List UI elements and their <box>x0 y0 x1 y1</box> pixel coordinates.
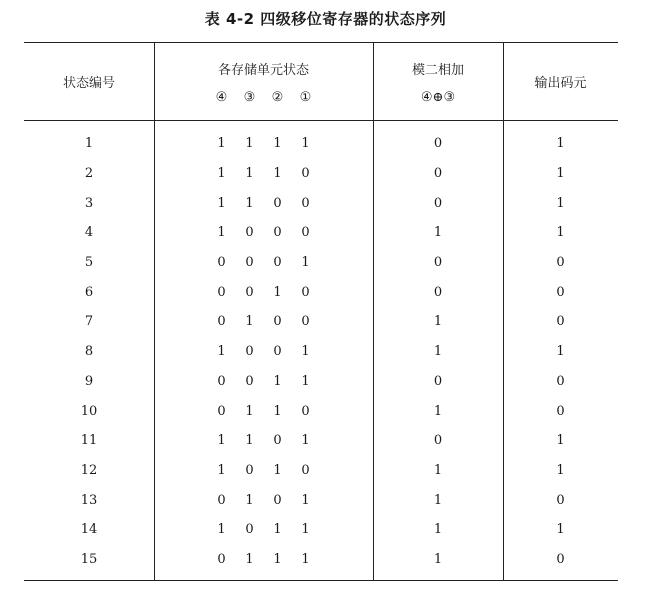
state-bits <box>214 374 314 389</box>
table-row <box>24 485 618 515</box>
cell-output: 1 <box>556 433 565 449</box>
state-bits <box>214 344 314 359</box>
cell-state-no: 7 <box>84 314 94 330</box>
state-bit: 0 <box>217 255 226 271</box>
state-bits <box>214 285 314 300</box>
header-state-positions <box>214 90 314 105</box>
state-bit: 0 <box>245 344 254 360</box>
cell-states <box>154 515 373 545</box>
cell-mod2: 1 <box>433 314 443 330</box>
cell-mod2: 1 <box>433 492 443 508</box>
table-row <box>24 248 618 278</box>
state-bit: 1 <box>301 255 310 271</box>
state-bits <box>214 552 314 567</box>
state-bit: 1 <box>301 344 310 360</box>
table-row <box>24 515 618 545</box>
header-mod2-label: 模二相加 <box>411 62 464 78</box>
cell-output: 1 <box>556 166 565 182</box>
state-bit: 0 <box>245 522 254 538</box>
state-bit: 1 <box>217 344 226 360</box>
cell-mod2: 1 <box>433 344 443 360</box>
cell-mod2: 1 <box>433 522 443 538</box>
state-bit: 1 <box>273 551 282 567</box>
cell-output: 1 <box>556 344 565 360</box>
cell-output: 0 <box>556 314 565 330</box>
cell-state-no: 1 <box>84 136 94 152</box>
cell-states <box>154 485 373 515</box>
table-row <box>24 129 618 159</box>
cell-states <box>154 337 373 367</box>
state-bit: 1 <box>273 462 282 478</box>
cell-states <box>154 218 373 248</box>
state-bit: 1 <box>301 522 310 538</box>
state-bit: 1 <box>245 195 254 211</box>
cell-mod2: 1 <box>433 403 443 419</box>
state-bit: 1 <box>245 433 254 449</box>
table-row <box>24 159 618 189</box>
state-bit: 1 <box>301 373 310 389</box>
table-row <box>24 426 618 456</box>
position-2: ② <box>271 89 284 105</box>
position-1: ① <box>299 89 312 105</box>
state-bit: 0 <box>273 195 282 211</box>
cell-states <box>154 129 373 159</box>
cell-output: 1 <box>556 522 565 538</box>
position-4: ④ <box>215 89 228 105</box>
cell-states <box>154 456 373 486</box>
state-bit: 1 <box>301 136 310 152</box>
header-state-no: 状态编号 <box>62 76 115 91</box>
cell-state-no: 6 <box>84 284 94 300</box>
state-bit: 0 <box>301 314 310 330</box>
cell-mod2: 1 <box>433 462 443 478</box>
cell-state-no: 14 <box>80 522 98 538</box>
cell-state-no: 4 <box>84 225 94 241</box>
cell-state-no: 13 <box>80 492 98 508</box>
state-bit: 0 <box>273 314 282 330</box>
cell-state-no: 3 <box>84 195 94 211</box>
state-bit: 1 <box>273 403 282 419</box>
state-bit: 0 <box>245 284 254 300</box>
state-bit: 1 <box>217 433 226 449</box>
state-bits <box>214 493 314 508</box>
state-bits <box>214 255 314 270</box>
cell-output: 0 <box>556 284 565 300</box>
state-bit: 1 <box>217 136 226 152</box>
state-bit: 0 <box>245 255 254 271</box>
state-bits <box>214 463 314 478</box>
cell-mod2: 0 <box>433 136 443 152</box>
cell-states <box>154 396 373 426</box>
table-title: 表 4-2 四级移位寄存器的状态序列 <box>204 10 447 28</box>
state-bit: 0 <box>217 373 226 389</box>
state-bit: 1 <box>273 284 282 300</box>
cell-output: 0 <box>556 373 565 389</box>
state-bit: 0 <box>245 225 254 241</box>
header-states <box>154 43 373 120</box>
column-divider <box>503 43 504 580</box>
state-bits <box>214 433 314 448</box>
state-bit: 0 <box>245 373 254 389</box>
state-bit: 1 <box>245 403 254 419</box>
cell-states <box>154 159 373 189</box>
cell-output: 1 <box>556 195 565 211</box>
state-bit: 0 <box>217 284 226 300</box>
state-bit: 0 <box>301 225 310 241</box>
state-bits <box>214 196 314 211</box>
state-bit: 0 <box>273 344 282 360</box>
state-bit: 1 <box>217 195 226 211</box>
state-bit: 1 <box>245 314 254 330</box>
cell-states <box>154 307 373 337</box>
cell-mod2: 0 <box>433 255 443 271</box>
state-bit: 1 <box>217 225 226 241</box>
state-bit: 0 <box>217 551 226 567</box>
state-bit: 1 <box>273 136 282 152</box>
table-row <box>24 277 618 307</box>
cell-mod2: 0 <box>433 373 443 389</box>
cell-states <box>154 426 373 456</box>
cell-mod2: 0 <box>433 195 443 211</box>
state-bit: 1 <box>273 373 282 389</box>
cell-states <box>154 545 373 575</box>
table-body <box>24 121 618 580</box>
table-row <box>24 337 618 367</box>
state-bits <box>214 314 314 329</box>
table-row <box>24 396 618 426</box>
cell-state-no: 8 <box>84 344 94 360</box>
cell-state-no: 9 <box>84 373 94 389</box>
cell-mod2: 0 <box>433 284 443 300</box>
state-bits <box>214 225 314 240</box>
cell-mod2: 1 <box>433 225 443 241</box>
state-bit: 1 <box>245 166 254 182</box>
state-bit: 1 <box>245 551 254 567</box>
state-bit: 1 <box>217 166 226 182</box>
state-bit: 1 <box>217 462 226 478</box>
column-divider <box>373 43 374 580</box>
state-bit: 1 <box>301 433 310 449</box>
state-bit: 0 <box>217 492 226 508</box>
state-bit: 0 <box>245 462 254 478</box>
table-row <box>24 367 618 397</box>
state-bit: 1 <box>301 551 310 567</box>
state-bits <box>214 166 314 181</box>
state-bit: 0 <box>273 433 282 449</box>
cell-states <box>154 248 373 278</box>
cell-state-no: 2 <box>84 166 94 182</box>
cell-states <box>154 367 373 397</box>
state-bit: 0 <box>301 462 310 478</box>
state-bit: 0 <box>301 284 310 300</box>
state-bit: 1 <box>273 522 282 538</box>
header-states-label: 各存储单元状态 <box>217 62 309 78</box>
state-bit: 1 <box>273 166 282 182</box>
cell-output: 0 <box>556 492 565 508</box>
cell-output: 1 <box>556 462 565 478</box>
state-bit: 1 <box>245 136 254 152</box>
cell-states <box>154 277 373 307</box>
table-row <box>24 218 618 248</box>
state-bits <box>214 404 314 419</box>
cell-states <box>154 188 373 218</box>
cell-state-no: 11 <box>80 433 98 449</box>
state-bit: 1 <box>301 492 310 508</box>
state-bits <box>214 522 314 537</box>
cell-mod2: 1 <box>433 551 443 567</box>
header-mod2 <box>373 43 503 120</box>
table-row <box>24 545 618 575</box>
table-row <box>24 456 618 486</box>
cell-state-no: 5 <box>84 255 94 271</box>
state-sequence-table <box>24 42 618 581</box>
cell-output: 0 <box>556 551 565 567</box>
cell-mod2: 0 <box>433 166 443 182</box>
state-bit: 0 <box>217 403 226 419</box>
cell-output: 0 <box>556 403 565 419</box>
table-row <box>24 188 618 218</box>
state-bit: 0 <box>217 314 226 330</box>
state-bit: 1 <box>245 492 254 508</box>
cell-output: 1 <box>556 136 565 152</box>
column-divider <box>154 43 155 580</box>
state-bit: 0 <box>273 255 282 271</box>
cell-state-no: 15 <box>80 551 98 567</box>
cell-output: 0 <box>556 255 565 271</box>
header-output: 输出码元 <box>534 76 587 91</box>
state-bits <box>214 136 314 151</box>
state-bit: 0 <box>301 166 310 182</box>
cell-state-no: 12 <box>80 462 98 478</box>
state-bit: 0 <box>301 403 310 419</box>
position-3: ③ <box>243 89 256 105</box>
table-header <box>24 43 618 121</box>
table-row <box>24 307 618 337</box>
cell-state-no: 10 <box>80 403 98 419</box>
state-bit: 0 <box>273 225 282 241</box>
state-bit: 1 <box>217 522 226 538</box>
header-mod2-sub: ④⊕③ <box>420 89 456 105</box>
state-bit: 0 <box>301 195 310 211</box>
cell-output: 1 <box>556 225 565 241</box>
cell-mod2: 0 <box>433 433 443 449</box>
state-bit: 0 <box>273 492 282 508</box>
